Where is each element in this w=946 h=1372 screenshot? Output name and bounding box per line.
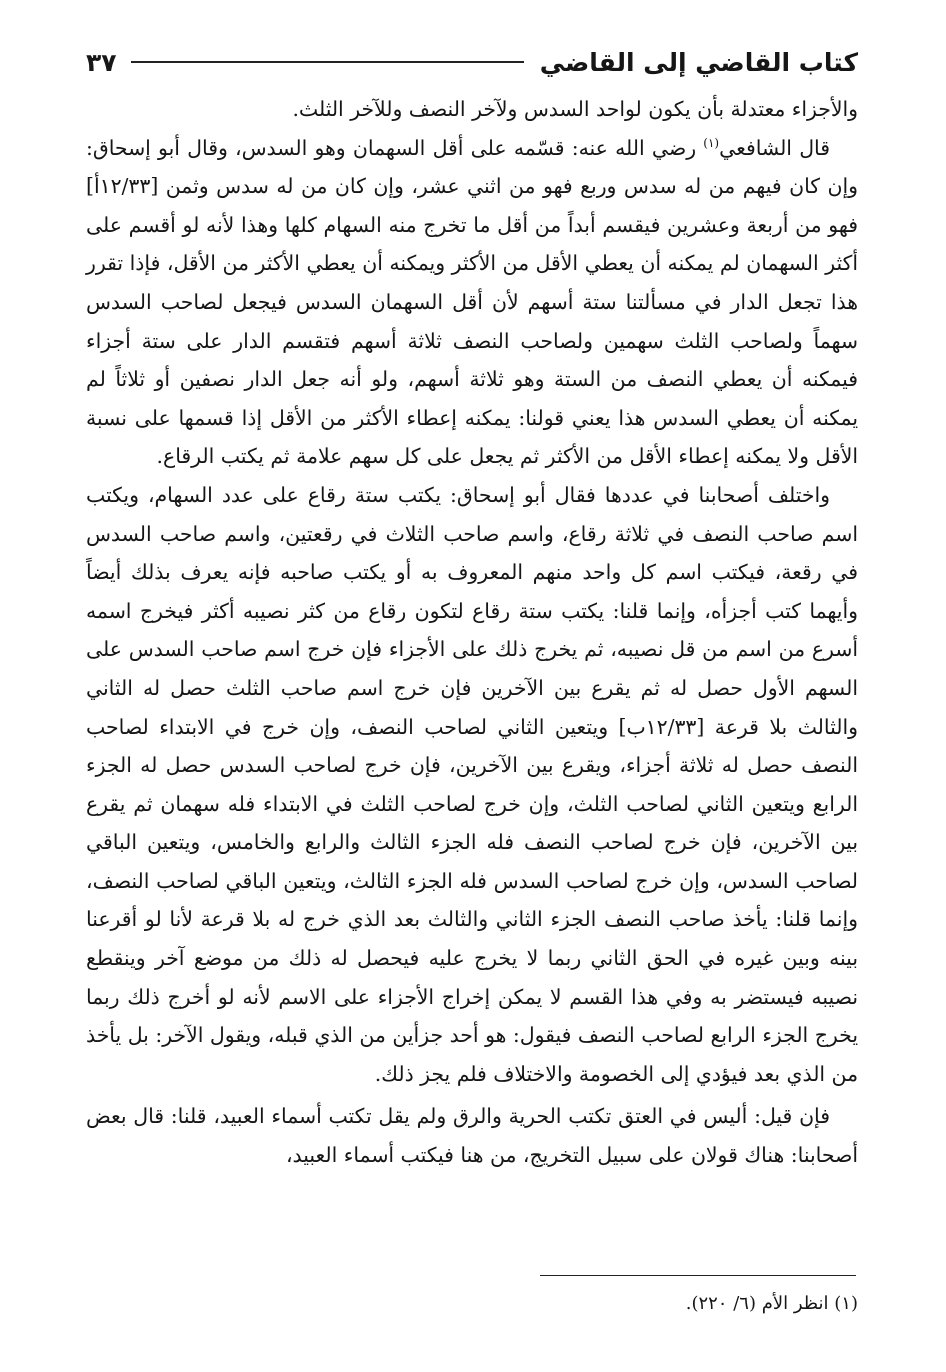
paragraph-1: والأجزاء معتدلة بأن يكون لواحد السدس ولآخر النصف وللآخر الثلث. — [292, 97, 858, 121]
header-rule — [131, 61, 524, 63]
footnote: (١) انظر الأم (٦/ ٢٢٠). — [685, 1293, 858, 1314]
running-header — [86, 40, 858, 84]
paragraph-2-lead: قال الشافعي — [719, 135, 830, 160]
book-title: كتاب القاضي إلى القاضي — [539, 47, 858, 77]
paragraph-4: فإن قيل: أليس في العتق تكتب الحرية والرق ولم يقل تكتب أسماء العبيد، قلنا: قال بعض أصحابنا: هناك قولان على سبيل التخريج، من هنا فيكتب أسماء العبيد، — [86, 1104, 858, 1168]
paragraph-2-body: رضي الله عنه: قسّمه على أقل السهمان وهو السدس، وقال أبو إسحاق: وإن كان فيهم من له سدس وربع فهو من اثني عشر، وإن كان من له سدس وثمن [١٢/٣٣أ] فهو من أربعة وعشرين فيقسم أبداً من أقل ما تخرج منه السهام كلها وهذا لأنه لو أقسم على أكثر السهمان لم يمكنه أن يعطي الأقل من الأكثر ويمكنه أن يعطي الأكثر من الأقل، فإذا تقرر هذا تجعل الدار في مسألتنا ستة أسهم لأن أقل السهمان السدس فيجعل لصاحب السدس سهماً ولصاحب الثلث سهمين ولصاحب النصف ثلاثة أسهم فتقسم الدار على ستة أجزاء فيمكنه أن يعطي النصف من الستة وهو ثلاثة أسهم، ولو أنه جعل الدار نصفين أو ثلاثاً لم يمكنه أن يعطي السدس هذا يعني قولنا: يمكنه إعطاء الأكثر من الأقل إذا قسمها على نسبة الأقل ولا يمكنه إعطاء الأقل من الأكثر ثم يجعل على كل سهم علامة ثم يكتب الرقاع. — [86, 135, 858, 469]
page-number: ٣٧ — [86, 47, 117, 77]
footnote-divider — [540, 1275, 856, 1276]
paragraph-3: واختلف أصحابنا في عددها فقال أبو إسحاق: يكتب ستة رقاع على عدد السهام، ويكتب اسم صاحب النصف في ثلاثة رقاع، واسم صاحب الثلاث في رقعتين، واسم صاحب السدس في رقعة، فيكتب اسم كل واحد منهم المعروف به أو يكتب صاحبه فإنه يعرف بذلك أيضاً وأيهما كتب أجزأه، وإنما قلنا: يكتب ستة رقاع لتكون رقاع من كثر نصيبه أكثر فيخرج اسمه أسرع من اسم من قل نصيبه، ثم يخرج ذلك على الأجزاء فإن خرج اسم صاحب السدس على السهم الأول حصل له ثم يقرع بين الآخرين فإن خرج اسم صاحب الثلث حصل له الثاني والثالث بلا قرعة [١٢/٣٣ب] ويتعين الثاني لصاحب النصف، وإن خرج في الابتداء لصاحب النصف حصل له ثلاثة أجزاء، ويقرع بين الآخرين، فإن خرج لصاحب السدس حصل له الجزء الرابع ويتعين الثاني لصاحب الثلث، وإن خرج لصاحب الثلث في الابتداء فله سهمان ثم يقرع بين الآخرين، فإن خرج لصاحب النصف فله الجزء الثالث والرابع والخامس، ويتعين الباقي لصاحب السدس، وإن خرج لصاحب السدس فله الجزء الثالث، ويتعين الباقي لصاحب النصف، وإنما قلنا: يأخذ صاحب النصف الجزء الثاني والثالث بعد الذي خرج له بلا قرعة لأنا لو أقرعنا بينه وبين غيره في الحق الثاني ربما لا يخرج عليه فيحصل له ذلك من موضع آخر وينقطع نصيبه فيستضر به وفي هذا القسم لا يمكن إخراج الأجزاء على الاسم لأنه لو أخرج ذلك ربما يخرج الجزء الرابع لصاحب النصف فيقول: هو أحد جزأين من الذي قبله، ويقول الآخر: بل يأخذ من الذي بعد فيؤدي إلى الخصومة والاختلاف فلم يجز ذلك. — [86, 482, 858, 1086]
paragraph-2 — [86, 129, 858, 476]
main-text — [86, 90, 858, 1175]
footnote-reference[interactable]: (١) — [703, 135, 720, 150]
